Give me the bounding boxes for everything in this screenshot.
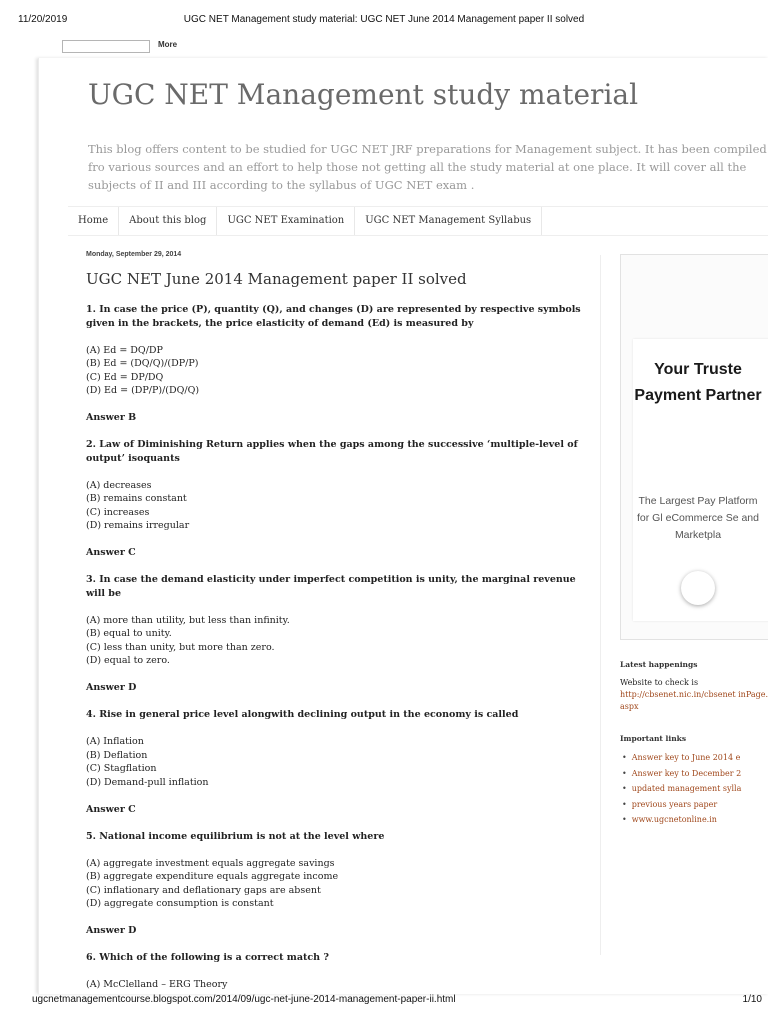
post-date: Monday, September 29, 2014 [86, 251, 182, 258]
advertisement[interactable] [620, 254, 768, 640]
option-list [86, 857, 596, 911]
ad-card[interactable] [633, 339, 768, 621]
option: (C) inflationary and deflationary gaps are absent [86, 884, 321, 896]
option-list [86, 614, 596, 668]
option: (D) remains irregular [86, 520, 190, 531]
tab-ugc-net-examination[interactable]: UGC NET Examination [217, 207, 355, 235]
option: (B) equal to unity. [86, 628, 172, 639]
tab-home[interactable]: Home [68, 207, 119, 235]
option: (D) Demand-pull inflation [86, 776, 209, 788]
print-header [0, 14, 768, 28]
blog-title[interactable]: UGC NET Management study material [88, 78, 639, 111]
question-text: 1. In case the price (P), quantity (Q), and changes (D) are represented by respective symbols given in the brackets, the price elasticity of demand (Ed) is measured by [86, 304, 581, 329]
option: (B) Deflation [86, 749, 148, 761]
option-list [86, 479, 596, 533]
option: (C) Stagflation [86, 763, 157, 774]
question-text: 4. Rise in general price level alongwith declining output in the economy is called [86, 709, 519, 720]
option: (D) equal to zero. [86, 655, 170, 666]
ad-headline: Your Truste Payment Partner [634, 361, 762, 404]
important-link[interactable]: • www.ugcnetonline.in [620, 812, 768, 828]
option-list [86, 735, 596, 789]
important-link[interactable]: • previous years paper [620, 797, 768, 813]
latest-happenings-body [620, 677, 768, 713]
question-text: 6. Which of the following is a correct match ? [86, 952, 329, 963]
option: (D) Ed = (DP/P)/(DQ/Q) [86, 385, 200, 396]
option: (A) McClelland – ERG Theory [86, 979, 228, 990]
latest-link[interactable]: http://cbsenet.nic.in/cbsenet inPage.aspx [620, 690, 768, 711]
question-text: 3. In case the demand elasticity under imperfect competition is unity, the marginal revenue will be [86, 574, 576, 599]
important-links-list [620, 750, 768, 828]
latest-happenings-title: Latest happenings [620, 660, 698, 669]
print-title: UGC NET Management study material: UGC NET June 2014 Management paper II solved [183, 14, 585, 25]
page-tabs [68, 206, 768, 236]
print-page-number: 1/10 [742, 994, 762, 1005]
ad-circle-button-icon[interactable] [681, 571, 715, 605]
important-link[interactable]: • Answer key to June 2014 e [620, 750, 768, 766]
important-link[interactable]: • Answer key to December 2 [620, 766, 768, 782]
navbar-more-link[interactable]: More [158, 40, 178, 49]
answer-text: Answer D [86, 925, 137, 936]
answer-text: Answer D [86, 682, 137, 693]
option: (A) Inflation [86, 736, 144, 747]
print-footer [0, 994, 768, 1008]
post-body [86, 303, 596, 1005]
option: (D) aggregate consumption is constant [86, 898, 274, 909]
answer-text: Answer B [86, 412, 137, 423]
option: (A) aggregate investment equals aggregate savings [86, 857, 335, 869]
sidebar-divider [600, 255, 601, 955]
option: (A) decreases [86, 479, 152, 491]
option: (A) Ed = DQ/DP [86, 344, 163, 356]
question-text: 2. Law of Diminishing Return applies when the gaps among the successive ‘multiple-level of output’ isoquants [86, 439, 578, 464]
latest-text: Website to check is [620, 678, 699, 687]
option: (B) aggregate expenditure equals aggregate income [86, 871, 339, 882]
option: (A) more than utility, but less than infinity. [86, 614, 290, 626]
post-title[interactable]: UGC NET June 2014 Management paper II solved [86, 270, 467, 288]
tab-about[interactable]: About this blog [119, 207, 217, 235]
important-links-title: Important links [620, 734, 687, 743]
option-list [86, 978, 596, 992]
print-date: 11/20/2019 [18, 14, 68, 25]
option: (B) Ed = (DQ/Q)/(DP/P) [86, 358, 199, 369]
print-url: ugcnetmanagementcourse.blogspot.com/2014/09/ugc-net-june-2014-management-paper-ii.html [32, 994, 456, 1005]
option: (C) Ed = DP/DQ [86, 371, 164, 383]
answer-text: Answer C [86, 547, 136, 558]
navbar-search-input[interactable] [62, 40, 150, 53]
ad-body: The Largest Pay Platform for Gl eCommerce Se and Marketpla [637, 495, 759, 541]
blogger-navbar [62, 38, 742, 54]
important-link[interactable]: • updated management sylla [620, 781, 768, 797]
question-text: 5. National income equilibrium is not at the level where [86, 830, 385, 842]
tab-management-syllabus[interactable]: UGC NET Management Syllabus [355, 207, 542, 235]
answer-text: Answer C [86, 803, 136, 815]
blog-description: This blog offers content to be studied for UGC NET JRF preparations for Management subject. It has been compiled fro various sources and an effort to help those not getting all the study material at one place. It will cover all the subjects of II and III according to the syllabus of UGC NET exam . [88, 142, 767, 192]
option-list [86, 344, 596, 398]
option: (C) less than unity, but more than zero. [86, 641, 275, 653]
option: (B) remains constant [86, 493, 187, 504]
option: (C) increases [86, 506, 150, 518]
